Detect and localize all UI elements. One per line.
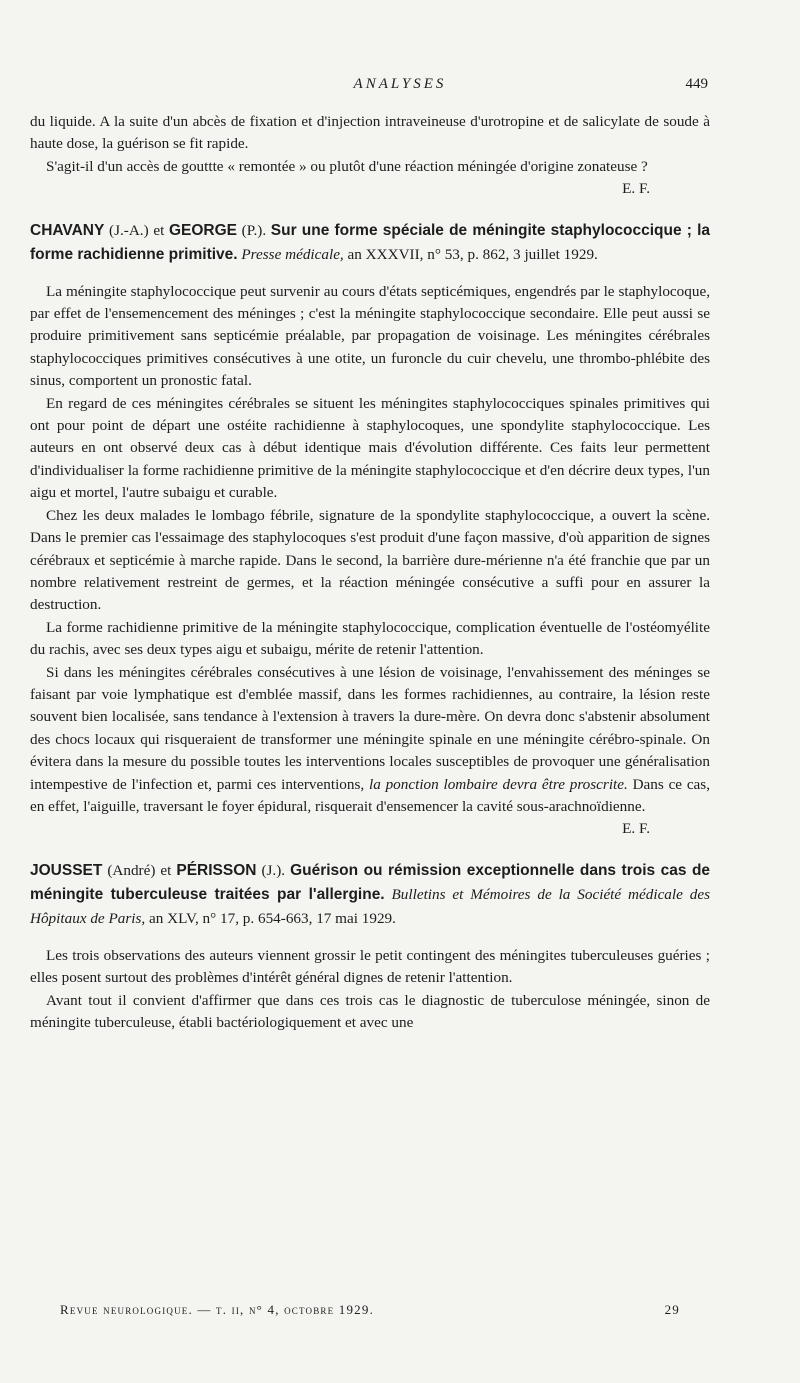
- signature: E. F.: [622, 820, 650, 838]
- article-title: Guérison ou rémission exceptionnelle dans trois cas de méningite tuberculeuse traitées par l'allergine.: [30, 861, 711, 903]
- body-paragraph: En regard de ces méningites cérébrales se situent les méningites staphylococciques spinales primitives qui ont pour point de départ une ostéite rachidienne à staphylocoques, une spondylite staphylococcique. Les auteurs en ont observé deux cas à début identique mais d'évolution différente. Ces faits leur permettent d'individualiser la forme rachidienne primitive de la méningite staphylococcique et d'en décrire deux types, l'un aigu et mortel, l'autre subaigu et curable.: [30, 394, 710, 502]
- body-paragraph: Les trois observations des auteurs viennent grossir le petit contingent des méningites tuberculeuses guéries ; elles posent surtout des problèmes d'intérêt général dignes de retenir l'attention.: [30, 946, 710, 987]
- conjunction: et: [153, 221, 165, 239]
- citation: an XLV, n° 17, p. 654-663, 17 mai 1929.: [148, 909, 396, 927]
- journal-name: Presse médicale,: [241, 245, 344, 263]
- emphasized-text: la ponction lombaire devra être proscrite.: [368, 775, 628, 793]
- article-heading: [30, 859, 710, 931]
- author-initials: (J.).: [261, 861, 286, 879]
- intro-paragraph: S'agit-il d'un accès de gouttte « remontée » ou plutôt d'une réaction méningée d'origine zonateuse ?: [46, 157, 648, 175]
- page-number: 449: [685, 76, 708, 92]
- signature-number: 29: [664, 1302, 680, 1317]
- author-name: CHAVANY: [30, 221, 105, 239]
- author-initials: (P.).: [241, 221, 267, 239]
- running-title: ANALYSES: [353, 76, 447, 92]
- journal-name: Bulletins et Mémoires de la Société médicale des Hôpitaux de Paris,: [30, 885, 711, 927]
- article-heading: [30, 219, 710, 267]
- author-name: JOUSSET: [30, 861, 103, 879]
- paragraph-text: Dans ce cas, en effet, l'aiguille, traversant le foyer épidural, risquerait d'ensemencer la cavité sous-arachnoïdienne.: [30, 775, 711, 815]
- page-body: [30, 111, 710, 1034]
- body-paragraph: Avant tout il convient d'affirmer que dans ces trois cas le diagnostic de tuberculose méningée, sinon de méningite tuberculeuse, établi bactériologiquement et avec une: [30, 991, 710, 1031]
- author-name: PÉRISSON: [176, 861, 257, 879]
- author-name: GEORGE: [168, 221, 237, 239]
- citation: an XXXVII, n° 53, p. 862, 3 juillet 1929.: [347, 245, 598, 263]
- footer-journal: Revue neurologique. — t. ii, n° 4, octobre 1929.: [60, 1302, 375, 1317]
- conjunction: et: [160, 861, 172, 879]
- body-paragraph: La forme rachidienne primitive de la méningite staphylococcique, complication éventuelle de l'ostéomyélite du rachis, avec ses deux types aigu et subaigu, mérite de retenir l'attention.: [30, 618, 710, 659]
- running-head: [0, 76, 800, 98]
- signature: E. F.: [622, 180, 650, 198]
- intro-paragraph: du liquide. A la suite d'un abcès de fixation et d'injection intraveineuse d'urotropine et de salicylate de soude à haute dose, la guérison se fit rapide.: [30, 113, 710, 153]
- body-paragraph: La méningite staphylococcique peut survenir au cours d'états septicémiques, engendrés par le staphylocoque, par effet de l'ensemencement des méninges ; c'est la méningite staphylococcique secondaire. Elle peut aussi se produire primitivement sans septicémie préalable, par propagation de voisinage. Les méningites cérébrales staphylococciques primitives consécutives à une otite, un furoncle du cuir chevelu, une thrombo-phlébite des sinus, comportent un pronostic fatal.: [30, 282, 710, 390]
- body-paragraph: [30, 662, 710, 819]
- author-initials: (J.-A.): [109, 221, 149, 239]
- paragraph-text: Si dans les méningites cérébrales consécutives à une lésion de voisinage, l'envahissement des méninges se faisant par voie lymphatique est d'emblée massif, dans les formes rachidiennes, au contraire, la lésion reste souvent bien localisée, sans tendance à l'extension à travers la dure-mère. On devra donc s'abstenir absolument des chocs locaux qui risqueraient de transformer une méningite spinale en une méningite cérébro-spinale. On évitera dans la mesure du possible toutes les interventions locales susceptibles de provoquer une généralisation intempestive de l'infection et, parmi ces interventions,: [30, 663, 710, 793]
- article-title: Sur une forme spéciale de méningite staphylococcique ; la forme rachidienne primitive.: [30, 221, 711, 263]
- page-footer: [60, 1302, 680, 1324]
- body-paragraph: Chez les deux malades le lombago fébrile, signature de la spondylite staphylococcique, a ouvert la scène. Dans le premier cas l'essaimage des staphylocoques s'est produit d'une façon massive, d'où apparition de signes cérébraux et septicémie à marche rapide. Dans le second, la barrière dure-mérienne n'a été franchie que par un nombre relativement restreint de germes, et la réaction méningée consécutive a suffi pour en assurer la destruction.: [30, 506, 710, 614]
- author-initials: (André): [107, 861, 156, 879]
